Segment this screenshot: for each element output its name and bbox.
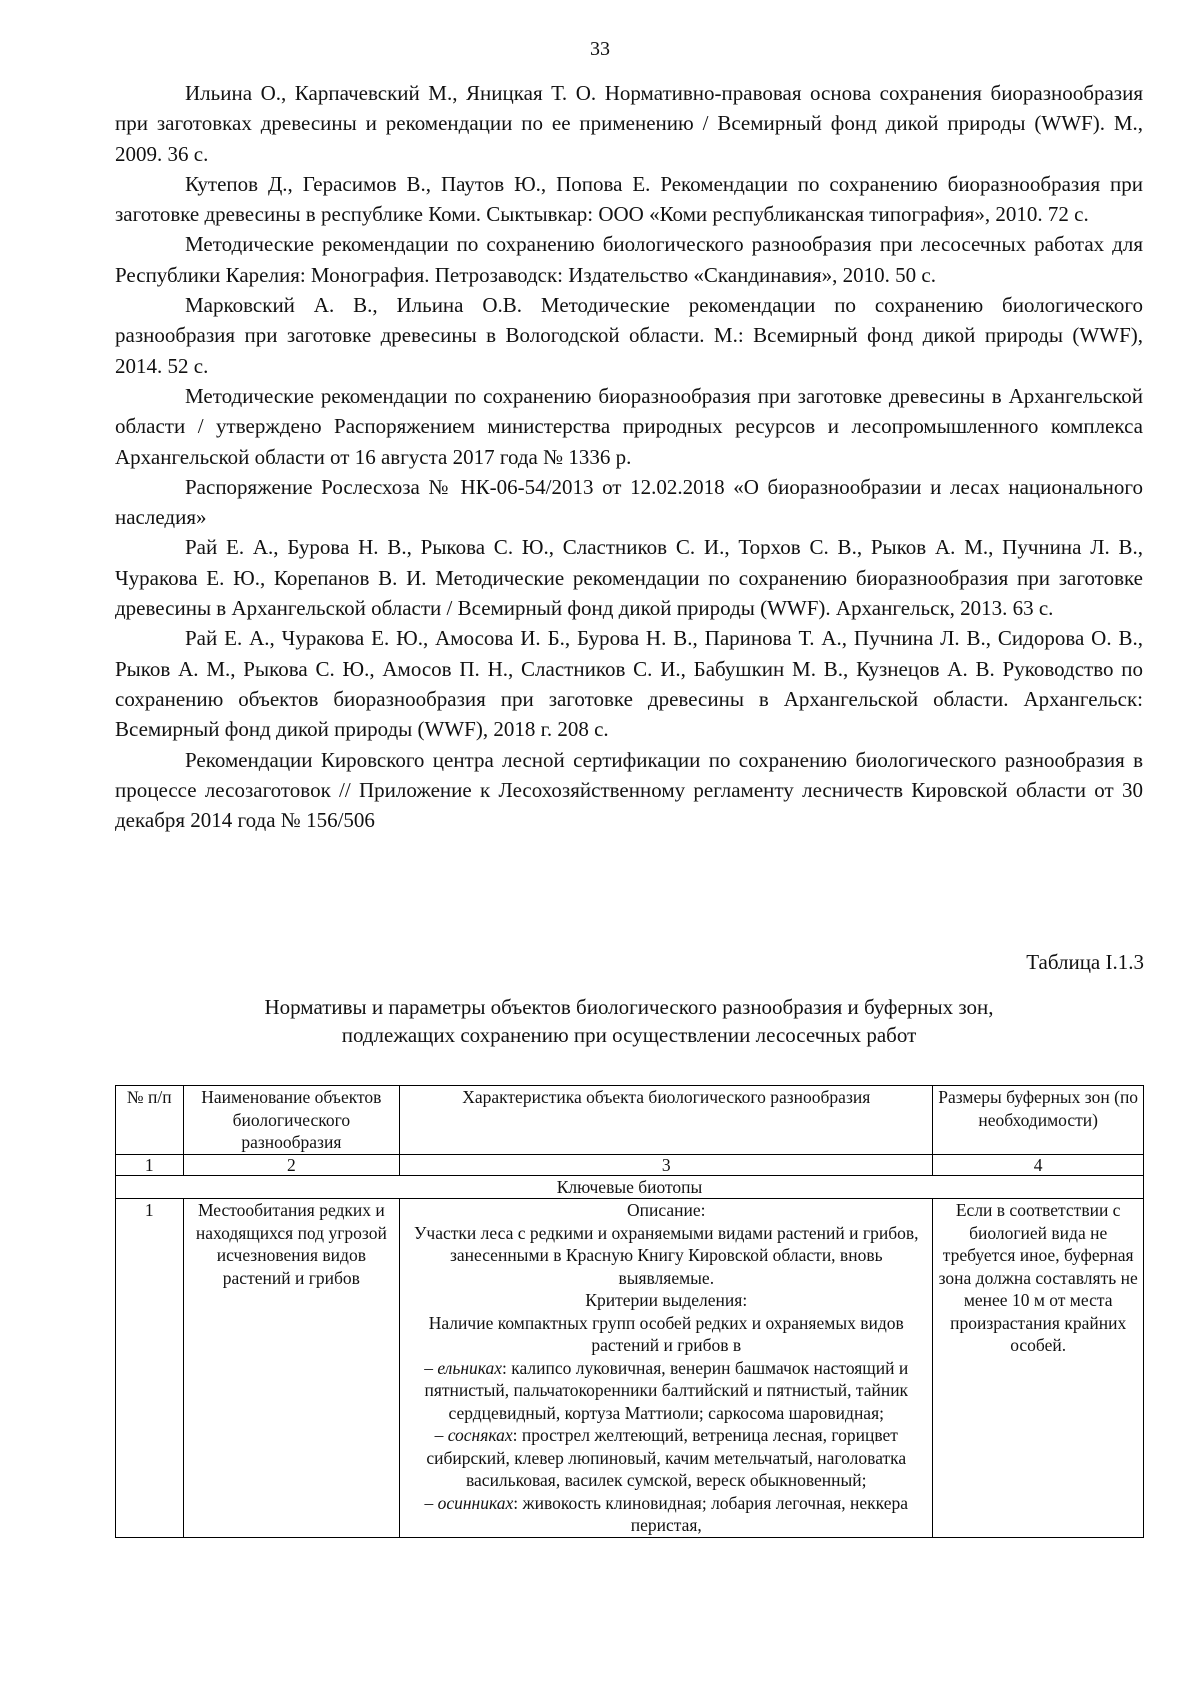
reference-item: Рай Е. А., Чуракова Е. Ю., Амосова И. Б., Бурова Н. В., Паринова Т. А., Пучнина Л. В., Сидорова О. В., Рыков А. М., Рыкова С. Ю., Амосов П. Н., Сластников С. И., Бабушкин М. В., Кузнецов А. В. Руководство по сохранению объектов биоразнообразия при заготовке древесины в Архангельской области. Архангельск: Всемирный фонд дикой природы (WWF), 2018 г. 208 с.	[115, 626, 1143, 742]
forest-type-item	[404, 1357, 928, 1425]
row-buffer: Если в соответствии с биологией вида не требуется иное, буферная зона должна составлять не менее 10 м от места произрастания крайних особей.	[933, 1199, 1144, 1538]
reference-item: Рай Е. А., Бурова Н. В., Рыкова С. Ю., Сластников С. И., Торхов С. В., Рыков А. М., Пучнина Л. В., Чуракова Е. Ю., Корепанов В. И. Методические рекомендации по сохранению биоразнообразия при заготовке древесины в Архангельской области / Всемирный фонд дикой природы (WWF). Архангельск, 2013. 63 с.	[115, 535, 1143, 621]
dash-prefix: –	[424, 1357, 438, 1378]
column-number-row	[116, 1154, 1144, 1175]
forest-type-name: сосняках	[447, 1425, 513, 1445]
row-characteristic	[400, 1199, 933, 1538]
references-list	[115, 78, 1143, 835]
column-number: 1	[116, 1154, 184, 1175]
forest-type-species: : прострел желтеющий, ветреница лесная, горицвет сибирский, клевер люпиновый, качим метельчатый, наголоватка васильковая, василек сумской, вереск обыкновенный;	[426, 1425, 907, 1490]
header-characteristic: Характеристика объекта биологического разнообразия	[400, 1086, 933, 1155]
forest-type-name: ельниках	[437, 1357, 503, 1378]
header-num: № п/п	[116, 1086, 184, 1155]
forest-type-species: : живокость клиновидная; лобария легочная, неккера перистая,	[513, 1492, 909, 1535]
reference-item: Марковский А. В., Ильина О.В. Методические рекомендации по сохранению биологического разнообразия при заготовке древесины в Вологодской области. М.: Всемирный фонд дикой природы (WWF), 2014. 52 с.	[115, 293, 1143, 378]
row-num: 1	[116, 1199, 184, 1538]
table-title-line: подлежащих сохранению при осуществлении лесосечных работ	[341, 1023, 917, 1047]
reference-item: Методические рекомендации по сохранению биоразнообразия при заготовке древесины в Архангельской области / утверждено Распоряжением министерства природных ресурсов и лесопромышленного комплекса Архангельской области от 16 августа 2017 года № 1336 р.	[115, 383, 1143, 469]
reference-item: Кутепов Д., Герасимов В., Паутов Ю., Попова Е. Рекомендации по сохранению биоразнообразия при заготовке древесины в республике Коми. Сыктывкар: ООО «Коми республиканская типография», 2010. 72 с.	[115, 171, 1143, 227]
section-title: Ключевые биотопы	[116, 1175, 1144, 1199]
row-name: Местообитания редких и находящихся под угрозой исчезновения видов растений и грибов	[183, 1199, 400, 1538]
table-label: Таблица I.1.3	[1026, 950, 1144, 974]
forest-type-species: : калипсо луковичная, венерин башмачок настоящий и пятнистый, пальчатокоренники балтийский и пятнистый, тайник сердцевидный, кортуза Маттиоли; саркосома шаровидная;	[424, 1357, 909, 1423]
reference-item: Методические рекомендации по сохранению биологического разнообразия при лесосечных работах для Республики Карелия: Монография. Петрозаводск: Издательство «Скандинавия», 2010. 50 с.	[115, 232, 1143, 287]
column-number: 4	[933, 1154, 1144, 1175]
table-header-row	[116, 1086, 1144, 1155]
criteria-text: Наличие компактных групп особей редких и охраняемых видов растений и грибов в	[428, 1312, 904, 1355]
description-text: Участки леса с редкими и охраняемыми видами растений и грибов, занесенными в Красную Книгу Кировской области, вновь выявляемые.	[414, 1222, 919, 1288]
dash-prefix: –	[424, 1492, 438, 1513]
forest-type-item	[404, 1492, 928, 1537]
column-number: 2	[183, 1154, 400, 1175]
page-number: 33	[590, 38, 610, 60]
reference-item: Ильина О., Карпачевский М., Яницкая Т. О. Нормативно-правовая основа сохранения биоразнообразия при заготовках древесины и рекомендации по ее применению / Всемирный фонд дикой природы (WWF). М., 2009. 36 с.	[115, 81, 1143, 166]
column-number: 3	[400, 1154, 933, 1175]
norms-table	[115, 1085, 1144, 1538]
description-label: Описание:	[627, 1200, 706, 1220]
header-name: Наименование объектов биологического разнообразия	[183, 1086, 400, 1155]
forest-type-name: осинниках	[437, 1492, 514, 1513]
header-buffer: Размеры буферных зон (по необходимости)	[933, 1086, 1144, 1155]
criteria-label: Критерии выделения:	[585, 1290, 748, 1310]
forest-type-item	[404, 1424, 928, 1492]
table-row	[116, 1199, 1144, 1538]
table-title	[115, 993, 1143, 1049]
table-title-line: Нормативы и параметры объектов биологического разнообразия и буферных зон,	[264, 995, 994, 1019]
reference-item: Рекомендации Кировского центра лесной сертификации по сохранению биологического разнообразия в процессе лесозаготовок // Приложение к Лесохозяйственному регламенту лесничеств Кировской области от 30 декабря 2014 года № 156/506	[115, 747, 1143, 833]
section-row	[116, 1175, 1144, 1199]
dash-prefix: –	[434, 1425, 448, 1445]
reference-item: Распоряжение Рослесхоза № НК-06-54/2013 от 12.02.2018 «О биоразнообразии и лесах национального наследия»	[115, 474, 1143, 530]
